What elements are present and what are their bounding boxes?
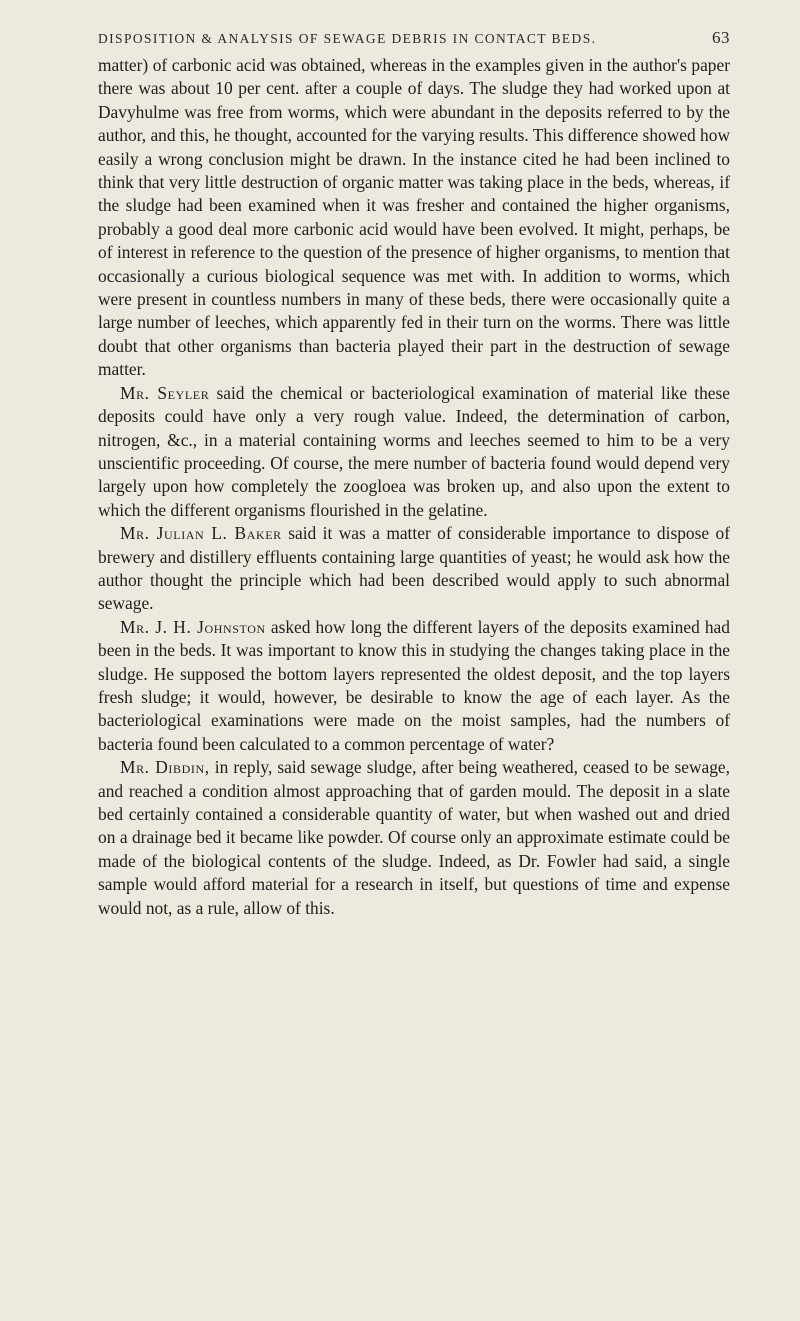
- speaker-name: Mr. Julian L. Baker: [120, 523, 282, 544]
- body-text: [98, 54, 730, 920]
- paragraph-text: matter) of carbonic acid was obtained, whereas in the examples given in the author's paper there was about 10 per cent. after a couple of days. The sludge they had worked upon at Davyhulme was free from worms, which were abundant in the deposits referred to by the author, and this, he thought, accounted for the varying results. This difference showed how easily a wrong conclusion might be drawn. In the instance cited he had been inclined to think that very little destruction of organic matter was taking place in the beds, whereas, if the sludge had been examined when it was fresher and contained the higher organisms, probably a good deal more carbonic acid would have been evolved. It might, perhaps, be of interest in reference to the question of the presence of higher organisms, to mention that occasionally a curious biological sequence was met with. In addition to worms, which were present in countless numbers in many of these beds, there were occasionally quite a large number of leeches, which apparently fed in their turn on the worms. There was little doubt that other organisms than bacteria played their part in the destruction of sewage matter.: [98, 55, 730, 380]
- paragraph-johnston: [98, 616, 730, 756]
- paragraph-dibdin: [98, 756, 730, 920]
- paragraph-continuation: [98, 54, 730, 382]
- running-head: [98, 28, 730, 48]
- speaker-name: Mr. J. H. Johnston: [120, 616, 266, 637]
- paragraph-seyler: [98, 382, 730, 522]
- paragraph-baker: [98, 522, 730, 616]
- speaker-name: Mr. Seyler: [120, 382, 210, 403]
- speaker-name: Mr. Dibdin,: [120, 757, 210, 778]
- running-head-title: DISPOSITION & ANALYSIS OF SEWAGE DEBRIS IN CONTACT BEDS.: [98, 31, 597, 46]
- paragraph-text: said the chemical or bacteriological examination of material like these deposits could have only a very rough value. Indeed, the determination of carbon, nitrogen, &c., in a material containing worms and leeches seemed to him to be a very unscientific proceeding. Of course, the mere number of bacteria found would depend very largely upon how completely the zoogloea was broken up, and also upon the extent to which the different organisms flourished in the gelatine.: [98, 382, 730, 520]
- paragraph-text: said it was a matter of considerable importance to dispose of brewery and distillery effluents containing large quantities of yeast; he would ask how the author thought the principle which had been described would apply to such abnormal sewage.: [98, 523, 730, 614]
- page-number: 63: [712, 28, 730, 47]
- paragraph-text: asked how long the different layers of the deposits examined had been in the beds. It was important to know this in studying the changes taking place in the sludge. He supposed the bottom layers represented the oldest deposit, and the top layers fresh sludge; it would, however, be desirable to know the age of each layer. As the bacteriological examinations were made on the moist samples, had the numbers of bacteria found been calculated to a common percentage of water?: [98, 616, 730, 754]
- paragraph-text: in reply, said sewage sludge, after being weathered, ceased to be sewage, and reached a condition almost approaching that of garden mould. The deposit in a slate bed certainly contained a considerable quantity of water, but when washed out and dried on a drainage bed it became like powder. Of course only an approximate estimate could be made of the biological contents of the sludge. Indeed, as Dr. Fowler had said, a single sample would afford material for a research in itself, but questions of time and expense would not, as a rule, allow of this.: [98, 757, 730, 918]
